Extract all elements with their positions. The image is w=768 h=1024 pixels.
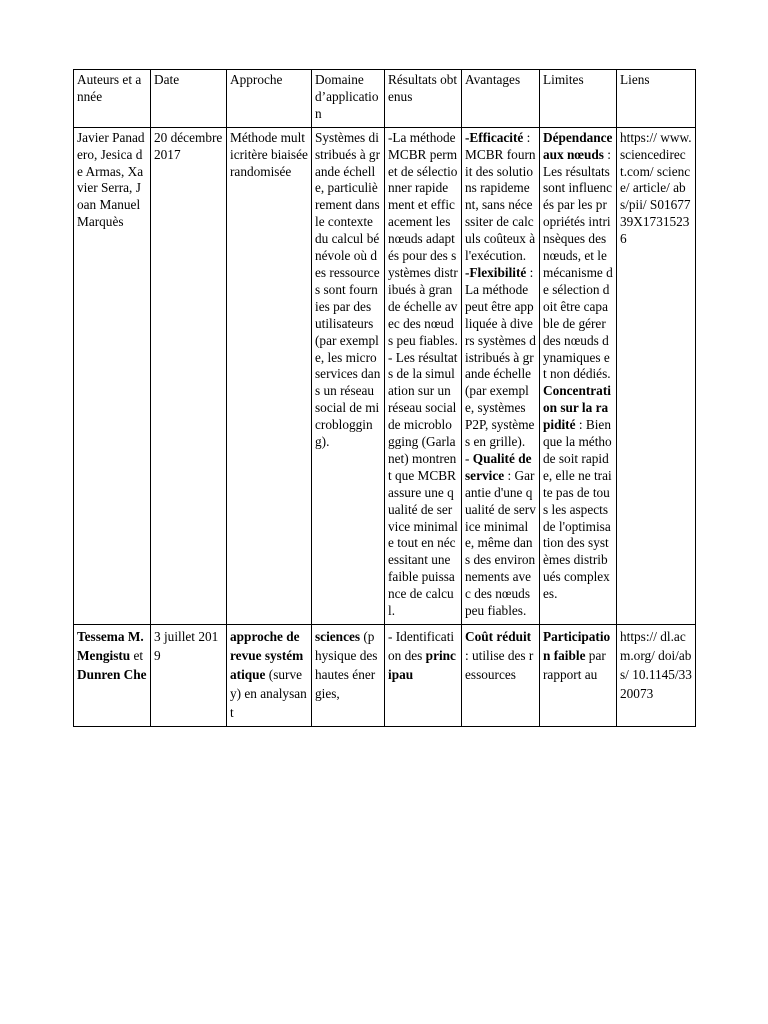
cell-advantages xyxy=(462,127,540,624)
domain-title: sciences xyxy=(315,629,361,644)
limit-text: : Les résultats sont influencés par les propriétés intrinsèques des nœuds, et le mécanisme de sélection doit être capable de gérer des nœuds dynamiques et non dédiés. xyxy=(543,146,613,382)
advantage-title: -Flexibilité xyxy=(465,264,527,280)
advantage-text: : MCBR fournit des solutions rapidement, sans nécessiter de calculs coûteux à l'exécution. xyxy=(465,129,536,264)
limit-title: Concentration sur la rapidité xyxy=(543,383,611,433)
cell-advantages xyxy=(462,625,540,727)
author-name: Tessema M. Mengistu xyxy=(77,629,144,663)
author-name: Dunren Che xyxy=(77,667,147,682)
advantage-prefix: - xyxy=(465,450,473,466)
cell-date: 3 juillet 2019 xyxy=(151,625,227,727)
header-authors: Auteurs et année xyxy=(74,70,151,128)
approach-title: approche de revue systématique xyxy=(230,629,304,682)
cell-domain xyxy=(312,625,385,727)
advantage-text: : utilise des ressources xyxy=(465,648,534,682)
header-limits: Limites xyxy=(540,70,617,128)
header-domain: Domaine d’application xyxy=(312,70,385,128)
table-row xyxy=(74,127,696,624)
cell-results: -La méthode MCBR permet de sélectionner rapidement et efficacement les nœuds adaptés pour des systèmes distribués à grande échelle avec des nœuds peu fiables. - Les résultats de la simulation sur un réseau social de microblogging (Garlanet) montrent que MCBR assure une qualité de service minimale tout en nécessitant une faible puissance de calcul. xyxy=(385,127,462,624)
limit-text: : Bien que la méthode soit rapide, elle ne traite pas de tous les aspects de l'optimisation des systèmes distribués complexes. xyxy=(543,417,612,602)
results-text: - Identification des xyxy=(388,629,455,663)
advantage-text: : Garantie d'une qualité de service minimale, même dans des environnements avec des nœuds peu fiables. xyxy=(465,467,536,619)
header-advantages: Avantages xyxy=(462,70,540,128)
cell-authors: Javier Panadero, Jesica de Armas, Xavier Serra, Joan Manuel Marquès xyxy=(74,127,151,624)
table-row xyxy=(74,625,696,727)
header-date: Date xyxy=(151,70,227,128)
results-title: principau xyxy=(388,648,456,682)
advantage-title: Coût réduit xyxy=(465,629,532,644)
domain-text: (physique des hautes énergies, xyxy=(315,629,378,701)
cell-limits xyxy=(540,127,617,624)
cell-approach xyxy=(227,625,312,727)
advantage-title: Qualité de service xyxy=(465,450,532,483)
header-links: Liens xyxy=(617,70,696,128)
author-conjunction: et xyxy=(130,648,144,663)
limit-text: par rapport au xyxy=(543,648,606,682)
cell-link[interactable]: https:// www.sciencedirect.com/ science/ article/ abs/pii/ S0167739X17315236 xyxy=(617,127,696,624)
cell-approach: Méthode multicritère biaisée randomisée xyxy=(227,127,312,624)
header-approach: Approche xyxy=(227,70,312,128)
advantage-title: -Efficacité xyxy=(465,129,524,145)
header-row xyxy=(74,70,696,128)
limit-title: Participation faible xyxy=(543,629,611,663)
limit-title: Dépendance aux nœuds xyxy=(543,129,613,162)
cell-authors xyxy=(74,625,151,727)
header-results: Résultats obtenus xyxy=(385,70,462,128)
cell-limits xyxy=(540,625,617,727)
approach-text: (survey) en analysant xyxy=(230,667,307,720)
literature-review-table xyxy=(73,69,696,727)
cell-link[interactable]: https:// dl.acm.org/ doi/abs/ 10.1145/3320073 xyxy=(617,625,696,727)
cell-domain: Systèmes distribués à grande échelle, particulièrement dans le contexte du calcul bénévole où des ressources sont fournies par des utilisateurs (par exemple, les microservices dans un réseau social de microblogging). xyxy=(312,127,385,624)
cell-results xyxy=(385,625,462,727)
cell-date: 20 décembre 2017 xyxy=(151,127,227,624)
advantage-text: : La méthode peut être appliquée à divers systèmes distribués à grande échelle (par exemple, systèmes P2P, systèmes en grille). xyxy=(465,264,536,450)
